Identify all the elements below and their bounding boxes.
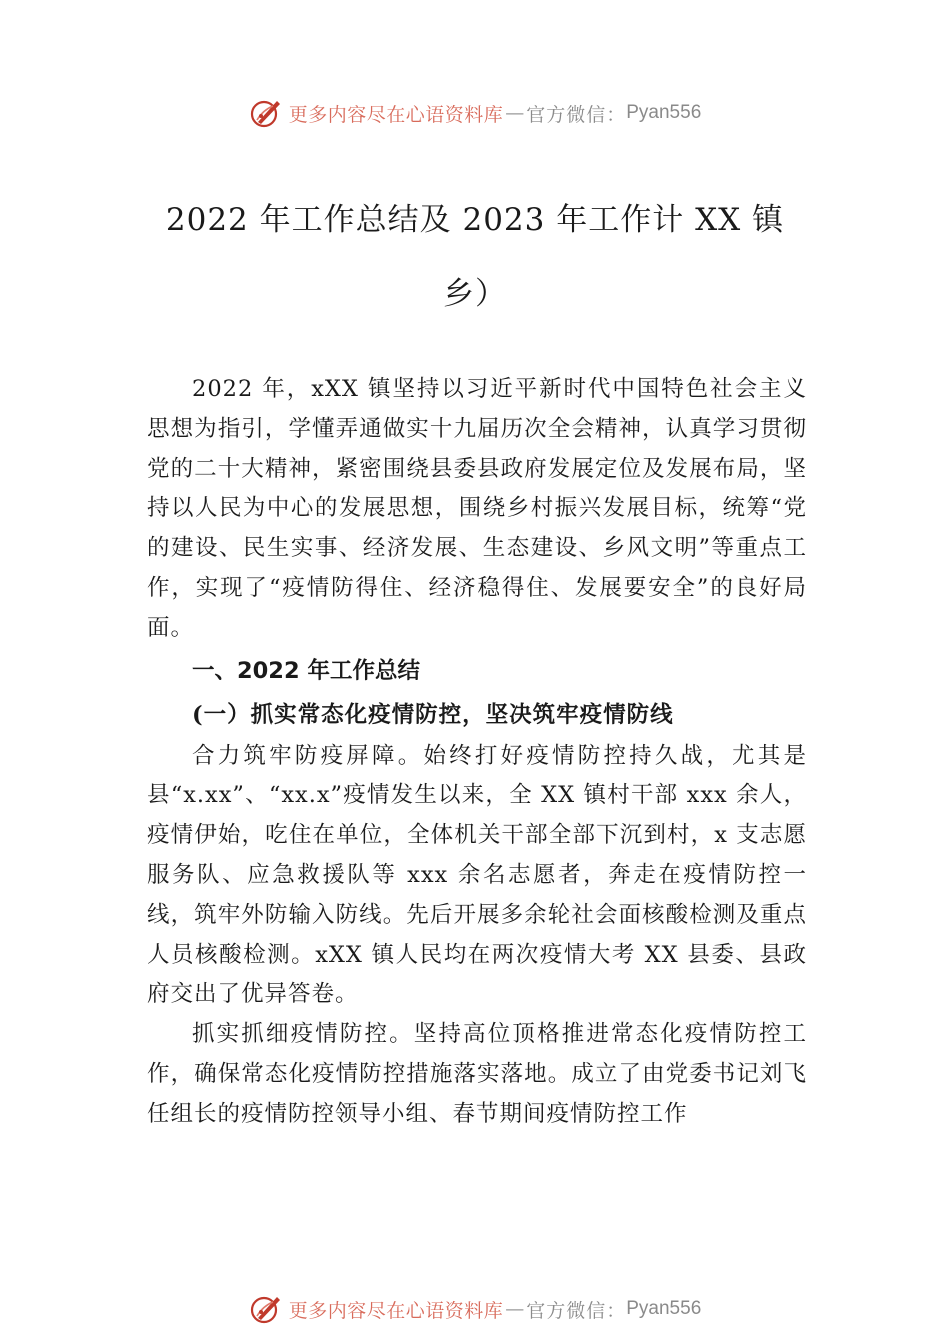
intro-paragraph: 2022 年，xXX 镇坚持以习近平新时代中国特色社会主义思想为指引，学懂弄通做实十九届历次全会精神，认真学习贯彻党的二十大精神，紧密围绕县委县政府发展定位及发展布局，坚持以人民为中心的发展思想，围绕乡村振兴发展目标，统筹“党的建设、民生实事、经济发展、生态建设、乡风文明”等重点工作，实现了“疫情防得住、经济稳得住、发展要安全”的良好局面。 <box>147 376 807 641</box>
body-paragraph-1: 合力筑牢防疫屏障。始终打好疫情防控持久战，尤其是县“x.xx”、“xx.x”疫情发生以来，全 XX 镇村干部 xxx 余人，疫情伊始，吃住在单位，全体机关干部全部下沉到村，x 支志愿服务队、应急救援队等 xxx 余名志愿者，奔走在疫情防控一线，筑牢外防输入防线。先后开展多余轮社会面核酸检测及重点人员核酸检测。xXX 镇人民均在两次疫情大考 XX 县委、县政府交出了优异答卷。 <box>147 742 807 1008</box>
quill-pen-logo-icon <box>249 1292 283 1326</box>
watermark-text-gray: 官方微信： <box>526 103 627 126</box>
watermark-dash: — <box>505 1298 525 1320</box>
watermark-dash: — <box>505 102 525 124</box>
document-title-line-2: 乡） <box>443 276 507 312</box>
section-heading-1: 一、2022 年工作总结 <box>192 657 420 684</box>
watermark-text-red: 更多内容尽在心语资料库 <box>288 1299 504 1322</box>
quill-pen-logo-icon <box>249 96 283 130</box>
watermark-text-red: 更多内容尽在心语资料库 <box>288 103 504 126</box>
watermark-banner-bottom <box>0 1289 950 1329</box>
body-paragraph-2: 抓实抓细疫情防控。坚持高位顶格推进常态化疫情防控工作，确保常态化疫情防控措施落实落地。成立了由党委书记刘飞任组长的疫情防控领导小组、春节期间疫情防控工作 <box>147 1021 807 1127</box>
document-body <box>147 370 807 1135</box>
watermark-banner-top <box>0 93 950 133</box>
watermark-wechat-id: Pyan556 <box>626 102 702 123</box>
watermark-wechat-id: Pyan556 <box>626 1298 702 1319</box>
watermark-text-gray: 官方微信： <box>526 1299 627 1322</box>
subsection-heading-1: (一）抓实常态化疫情防控，坚决筑牢疫情防线 <box>192 701 674 728</box>
document-title-line-1: 2022 年工作总结及 2023 年工作计 XX 镇 <box>165 202 785 238</box>
